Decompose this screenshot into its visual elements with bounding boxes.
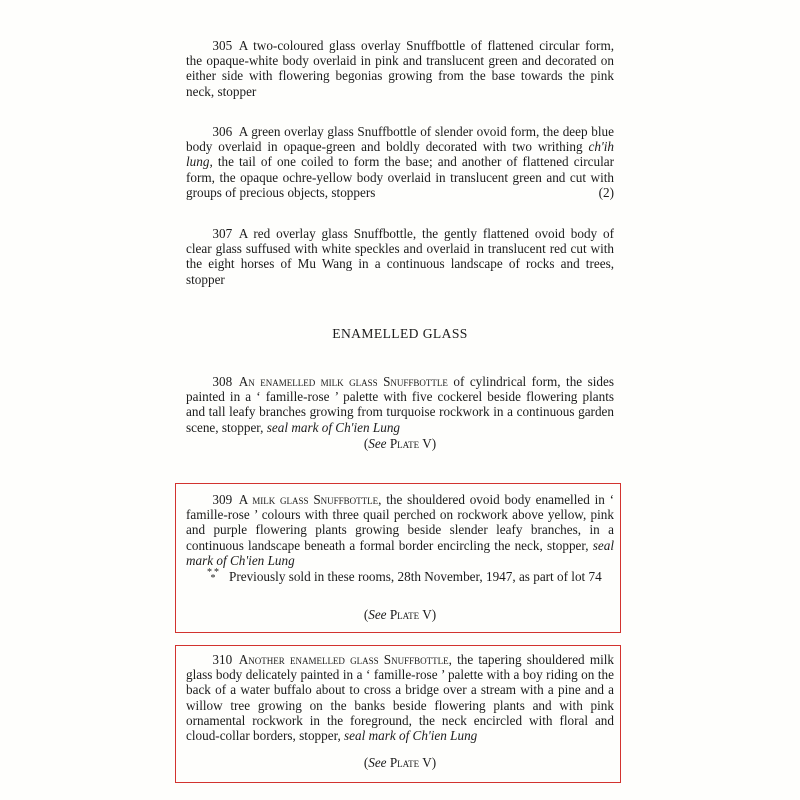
plate-label: Plate V [389, 436, 432, 451]
provenance-text: Previously sold in these rooms, 28th November, 1947, as part of lot 74 [229, 569, 602, 584]
lot-number: 309 [212, 492, 233, 507]
lot-title: A milk glass Snuffbottle, [238, 492, 382, 507]
plate-see: See [368, 607, 387, 622]
plate-reference-308: (See Plate V) [363, 436, 437, 451]
lot-quantity: (2) [598, 184, 614, 200]
lot-number: 306 [212, 124, 233, 139]
seal-mark: seal mark of Ch'ien Lung [186, 537, 614, 568]
lot-310 [186, 652, 614, 743]
lot-description: of cylindrical form, the sides painted in a ‘ famille-rose ’ palette with five cockerel beside flowering plants and tall leafy branches growing from turquoise rockwork in a continuous garden scene, stopper, [186, 374, 614, 435]
lot-309 [186, 492, 614, 568]
lot-description: A two-coloured glass overlay Snuffbottle of flattened circular form, the opaque-white body overlaid in pink and translucent green and decorated on either side with flowering begonias growing from the base towards the pink neck, stopper [186, 38, 614, 99]
lot-number: 305 [212, 38, 233, 53]
lot-description: A red overlay glass Snuffbottle, the gently flattened ovoid body of clear glass suffused with white speckles and overlaid in translucent red cut with the eight horses of Mu Wang in a continuous landscape of rocks and trees, stopper [186, 226, 614, 287]
provenance-note-309 [206, 567, 621, 584]
plate-see: See [368, 436, 387, 451]
section-heading: ENAMELLED GLASS [332, 326, 468, 341]
lot-italic-term: ch'ih lung, [186, 139, 614, 170]
lot-description: A green overlay glass Snuffbottle of slender ovoid form, the deep blue body overlaid in opaque-green and boldly decorated with two writhing [186, 124, 614, 155]
lot-description-cont: the tail of one coiled to form the base; and another of flattened circular form, the opaque ochre-yellow body overlaid in translucent green and cut with groups of precious objects, stoppers [186, 154, 614, 200]
seal-mark: seal mark of Ch'ien Lung [266, 419, 401, 435]
lot-number: 308 [212, 374, 233, 389]
plate-see: See [368, 755, 387, 770]
plate-label: Plate V [389, 607, 432, 622]
lot-308 [186, 374, 614, 435]
lot-description: the shouldered ovoid body enamelled in ‘ famille-rose ’ colours with three quail perched on rockwork above yellow, pink and purple flowering plants growing beside slender leafy branches, in a continuous landscape beneath a formal border encircling the neck, stopper, [186, 492, 614, 553]
lot-number: 310 [212, 652, 233, 667]
lot-title: An enamelled milk glass Snuffbottle [238, 374, 448, 389]
lot-number: 307 [212, 226, 233, 241]
lot-title: Another enamelled glass Snuffbottle, [238, 652, 452, 667]
lot-307 [186, 226, 614, 287]
lot-306 [186, 124, 614, 200]
plate-reference-309: (See Plate V) [363, 607, 437, 622]
seal-mark: seal mark of Ch'ien Lung [344, 728, 478, 744]
lot-305 [186, 38, 614, 99]
plate-reference-310: (See Plate V) [363, 755, 437, 770]
plate-label: Plate V [389, 755, 432, 770]
asterism-icon: * * * [206, 567, 219, 584]
lot-description: the tapering shouldered milk glass body delicately painted in a ‘ famille-rose ’ palette with a boy riding on the back of a water buffalo about to cross a bridge over a stream with a pine and a willow tree growing on the banks beside flowering plants and with pink ornamental rockwork in the foreground, the neck encircled with floral and cloud-collar borders, stopper, [186, 652, 614, 744]
